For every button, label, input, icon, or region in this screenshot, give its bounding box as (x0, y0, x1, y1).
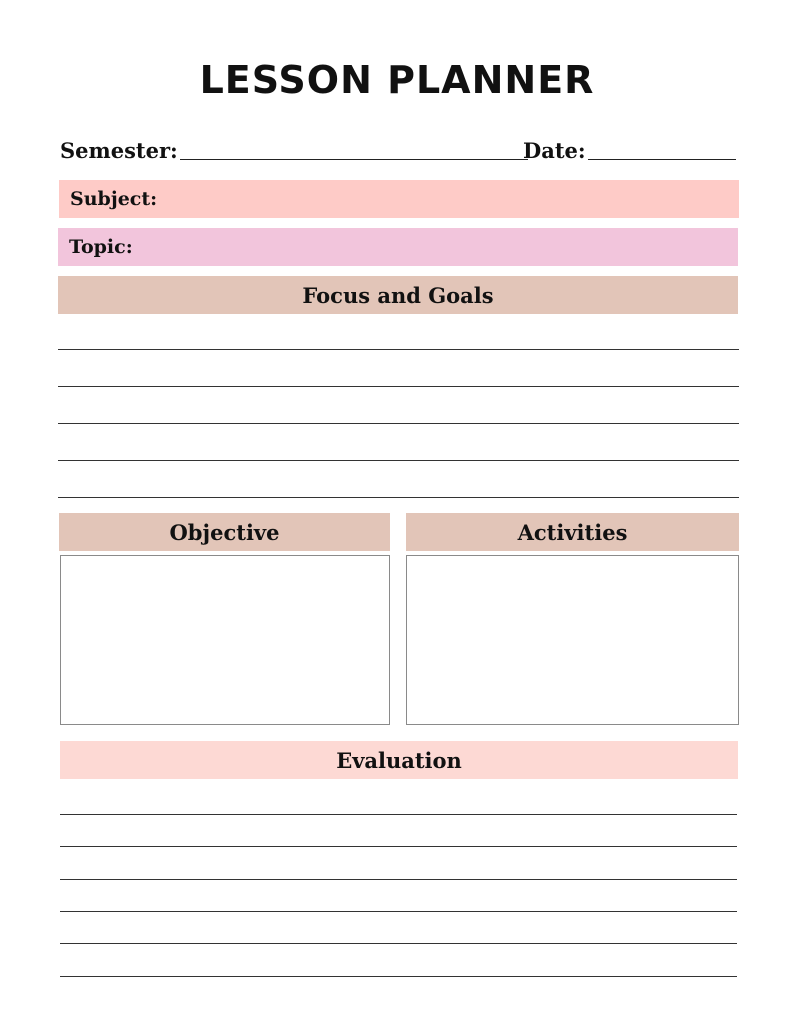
focus-writing-line[interactable] (58, 386, 739, 387)
semester-field[interactable] (60, 136, 528, 164)
semester-input-line[interactable] (180, 159, 528, 160)
evaluation-heading: Evaluation (336, 747, 462, 773)
semester-label: Semester: (60, 138, 178, 163)
topic-field[interactable] (58, 228, 738, 266)
page-title: LESSON PLANNER (199, 58, 595, 102)
activities-box[interactable] (406, 555, 739, 725)
subject-field[interactable] (59, 180, 739, 218)
focus-writing-line[interactable] (58, 349, 739, 350)
activities-header (406, 513, 739, 551)
date-field[interactable] (523, 136, 736, 164)
focus-goals-header (58, 276, 738, 314)
objective-header (59, 513, 390, 551)
objective-heading: Objective (169, 519, 280, 545)
activities-heading: Activities (517, 519, 628, 545)
evaluation-writing-line[interactable] (60, 814, 737, 815)
topic-label: Topic: (69, 236, 133, 258)
evaluation-writing-line[interactable] (60, 911, 737, 912)
date-input-line[interactable] (588, 159, 736, 160)
subject-label: Subject: (70, 188, 158, 210)
evaluation-writing-line[interactable] (60, 846, 737, 847)
focus-writing-line[interactable] (58, 460, 739, 461)
focus-goals-heading: Focus and Goals (302, 282, 494, 308)
evaluation-writing-line[interactable] (60, 976, 737, 977)
evaluation-writing-line[interactable] (60, 879, 737, 880)
evaluation-writing-line[interactable] (60, 943, 737, 944)
focus-writing-line[interactable] (58, 497, 739, 498)
evaluation-header (60, 741, 738, 779)
objective-box[interactable] (60, 555, 390, 725)
date-label: Date: (523, 138, 586, 163)
focus-writing-line[interactable] (58, 423, 739, 424)
